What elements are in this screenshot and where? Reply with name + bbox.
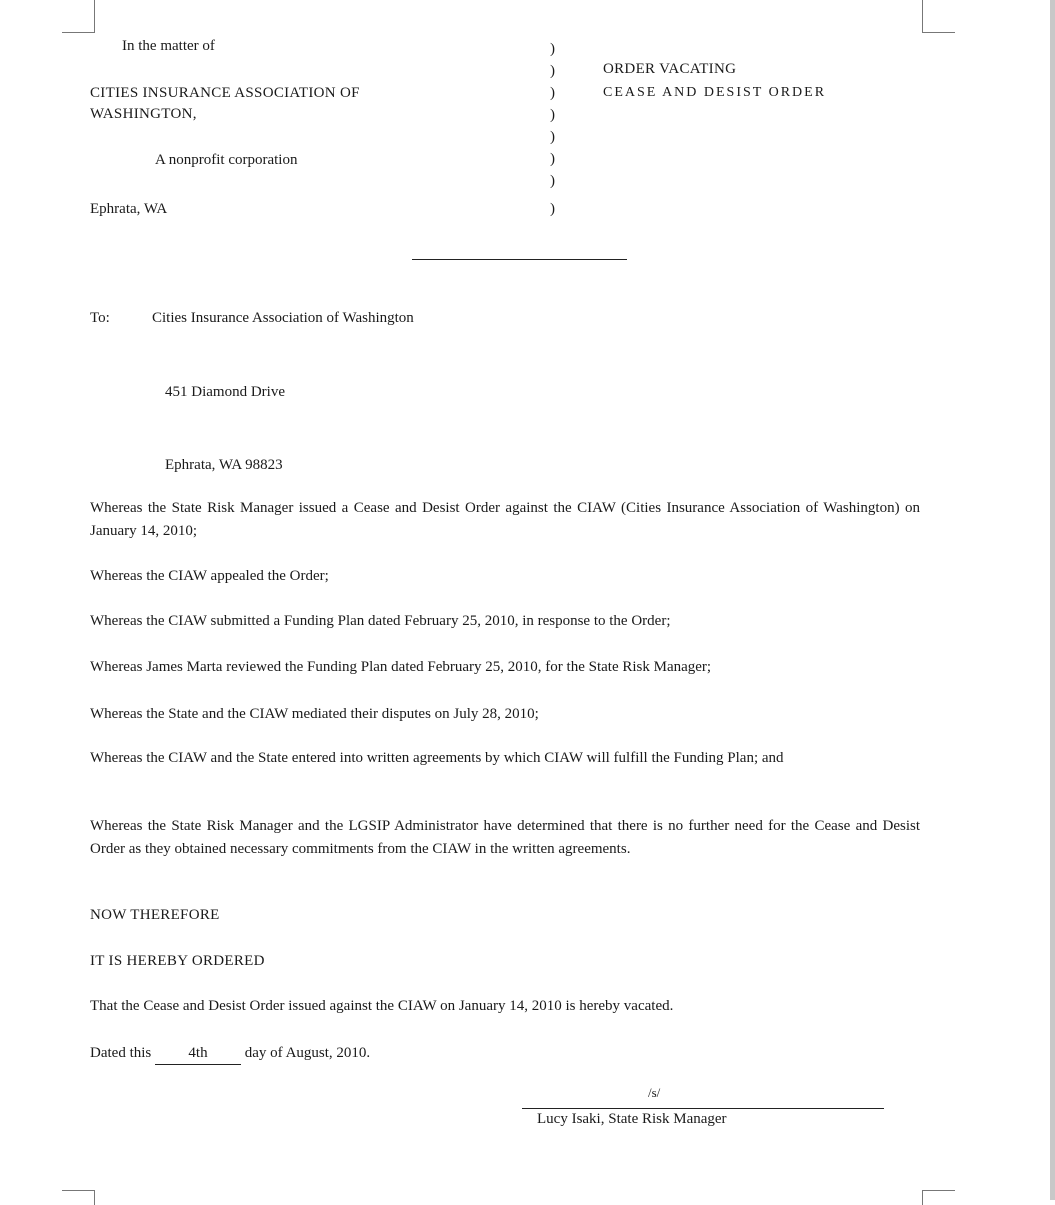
addressee-city: Ephrata, WA 98823 — [165, 457, 283, 473]
signatory-name: Lucy Isaki, State Risk Manager — [537, 1111, 727, 1127]
hereby-ordered-heading: IT IS HEREBY ORDERED — [90, 953, 265, 969]
order-title-line1: ORDER VACATING — [603, 61, 737, 77]
signature-mark: /s/ — [648, 1085, 661, 1100]
whereas-clause: Whereas the State and the CIAW mediated their disputes on July 28, 2010; — [90, 706, 539, 722]
whereas-clause: Whereas James Marta reviewed the Funding Plan dated February 25, 2010, for the State Risk Manager; — [90, 659, 712, 675]
addressee-street: 451 Diamond Drive — [165, 384, 285, 400]
crop-mark-bottom-left — [62, 1190, 95, 1205]
matter-of-label: In the matter of — [122, 38, 215, 54]
order-statement: That the Cease and Desist Order issued against the CIAW on January 14, 2010 is hereby vacated. — [90, 998, 674, 1014]
caption-paren: ) — [550, 129, 555, 145]
caption-paren: ) — [550, 151, 555, 167]
caption-divider — [412, 259, 627, 260]
whereas-clause: Whereas the State Risk Manager issued a Cease and Desist Order against the CIAW (Cities Insurance Association of Washington) on January 14, 2010; — [90, 500, 920, 539]
caption-paren: ) — [550, 41, 555, 57]
crop-mark-top-right — [922, 0, 955, 33]
crop-mark-bottom-right — [922, 1190, 955, 1205]
dated-line — [90, 1042, 370, 1065]
order-title-line2: CEASE AND DESIST ORDER — [603, 85, 827, 100]
caption-paren: ) — [550, 63, 555, 79]
whereas-clause: Whereas the CIAW and the State entered into written agreements by which CIAW will fulfill the Funding Plan; and — [90, 750, 784, 766]
corporation-type: A nonprofit corporation — [155, 152, 298, 168]
to-label: To: — [90, 310, 110, 326]
caption-paren: ) — [550, 201, 555, 217]
caption-paren: ) — [550, 173, 555, 189]
addressee-name: Cities Insurance Association of Washington — [152, 310, 414, 326]
caption-paren: ) — [550, 107, 555, 123]
crop-mark-top-left — [62, 0, 95, 33]
dated-prefix: Dated this — [90, 1045, 152, 1061]
whereas-clause: Whereas the State Risk Manager and the LGSIP Administrator have determined that there is no further need for the Cease and Desist Order as they obtained necessary commitments from the CIAW in the written agreements. — [90, 818, 920, 857]
party-location: Ephrata, WA — [90, 201, 168, 217]
now-therefore-heading: NOW THEREFORE — [90, 907, 220, 923]
party-name-line1: CITIES INSURANCE ASSOCIATION OF — [90, 85, 360, 101]
party-name-line2: WASHINGTON, — [90, 106, 197, 122]
whereas-clause: Whereas the CIAW appealed the Order; — [90, 568, 329, 584]
dated-suffix: day of August, 2010. — [244, 1045, 371, 1061]
whereas-clause: Whereas the CIAW submitted a Funding Plan dated February 25, 2010, in response to the Order; — [90, 613, 671, 629]
caption-paren: ) — [550, 85, 555, 101]
dated-day: 4th — [155, 1042, 241, 1065]
page-edge — [1050, 0, 1055, 1200]
